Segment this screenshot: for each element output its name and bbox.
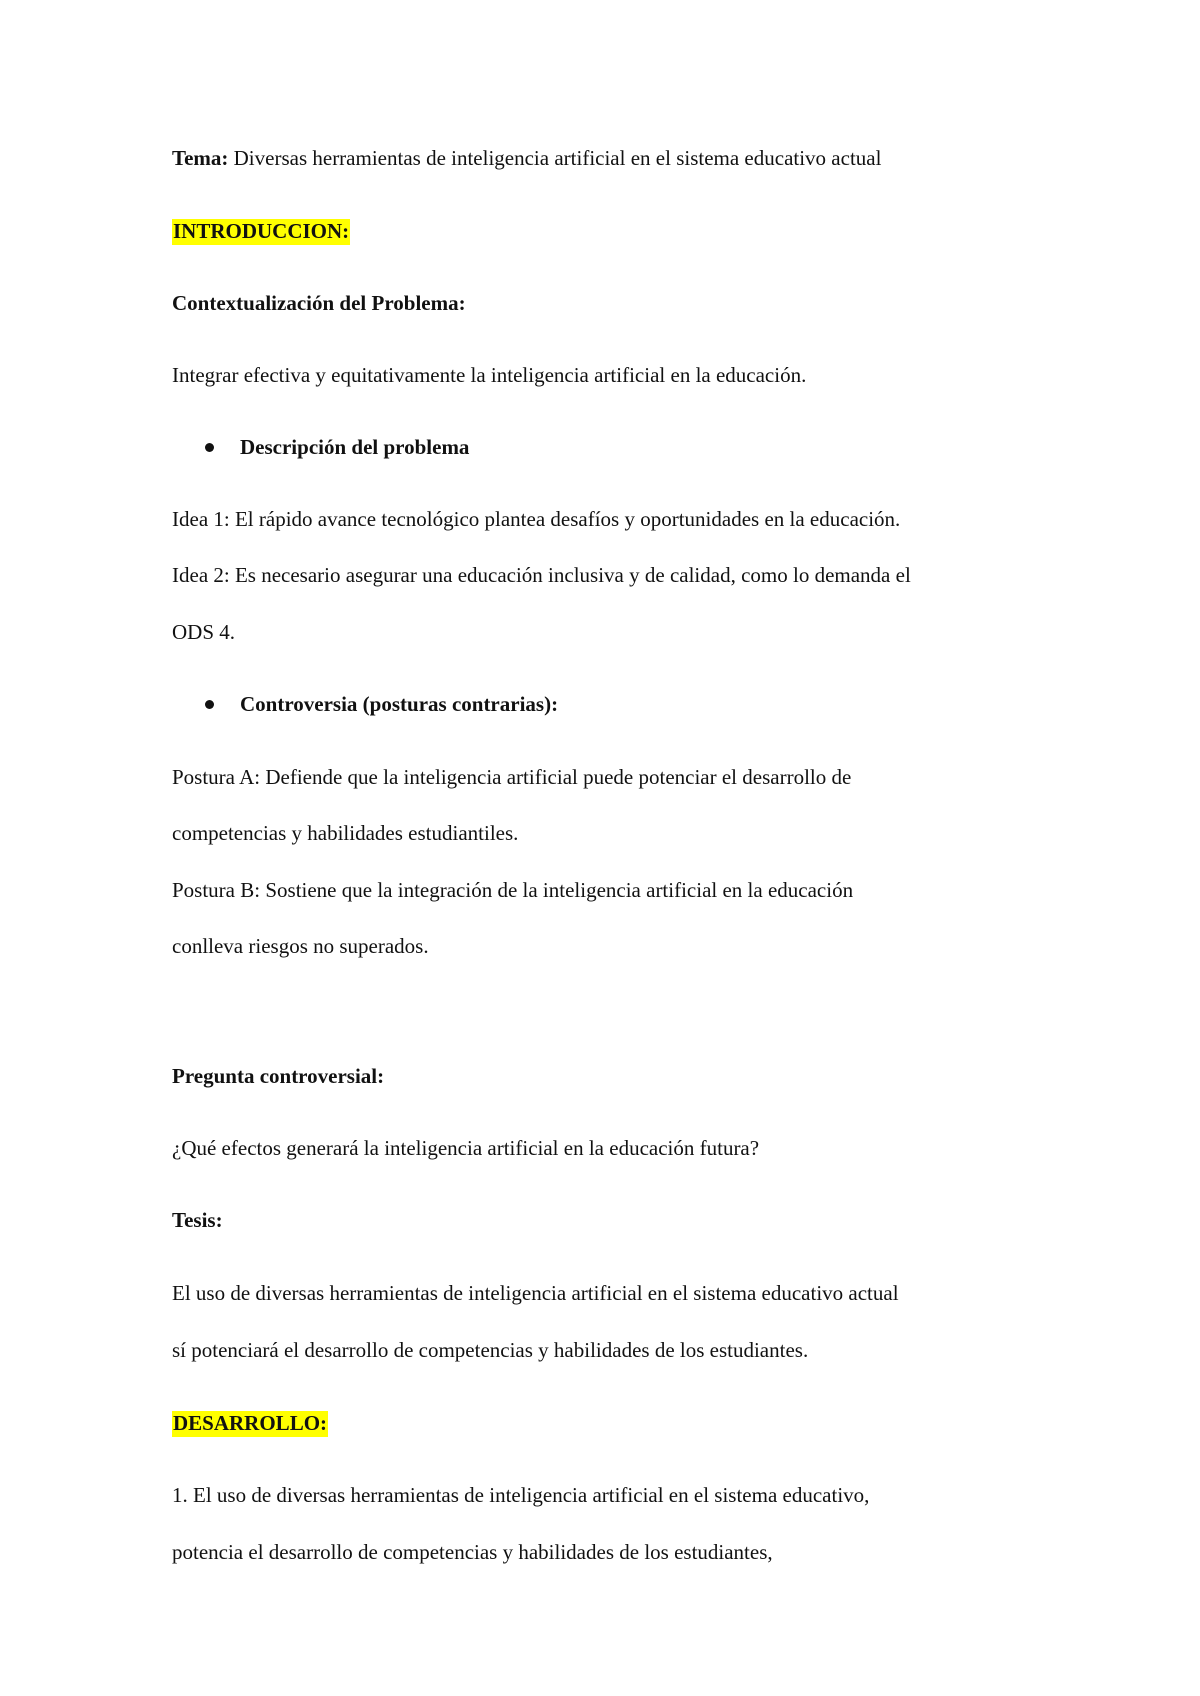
postura-a-line-1: Postura A: Defiende que la inteligencia artificial puede potenciar el desarrollo de: [172, 765, 852, 789]
bullet-label-descripcion: Descripción del problema: [240, 435, 470, 459]
idea-2-line-2: ODS 4.: [172, 620, 236, 644]
development-line-1: 1. El uso de diversas herramientas de inteligencia artificial en el sistema educativo,: [172, 1483, 870, 1507]
bullet-icon: [205, 700, 214, 709]
postura-b-line-1: Postura B: Sostiene que la integración de la inteligencia artificial en la educación: [172, 878, 854, 902]
bullet-label-controversia: Controversia (posturas contrarias):: [240, 692, 559, 716]
postura-a-line-2: competencias y habilidades estudiantiles.: [172, 821, 519, 845]
topic-label: Tema:: [172, 146, 229, 170]
postura-b-line-2: conlleva riesgos no superados.: [172, 934, 429, 958]
thesis-line-2: sí potenciará el desarrollo de competencias y habilidades de los estudiantes.: [172, 1338, 809, 1362]
idea-1: Idea 1: El rápido avance tecnológico plantea desafíos y oportunidades en la educación.: [172, 507, 901, 531]
context-text: Integrar efectiva y equitativamente la inteligencia artificial en la educación.: [172, 363, 807, 387]
bullet-icon: [205, 443, 214, 452]
topic-line: [172, 145, 881, 171]
development-line-2: potencia el desarrollo de competencias y habilidades de los estudiantes,: [172, 1540, 773, 1564]
development-heading: DESARROLLO:: [173, 1411, 328, 1435]
bullet-item-controversia: [205, 691, 558, 717]
thesis-line-1: El uso de diversas herramientas de inteligencia artificial en el sistema educativo actual: [172, 1281, 899, 1305]
topic-text: Diversas herramientas de inteligencia artificial en el sistema educativo actual: [228, 146, 882, 170]
intro-heading: INTRODUCCION:: [173, 219, 350, 243]
context-heading: Contextualización del Problema:: [172, 291, 466, 315]
intro-heading-line: [172, 218, 350, 244]
question-text: ¿Qué efectos generará la inteligencia artificial en la educación futura?: [172, 1136, 760, 1160]
bullet-item-descripcion: [205, 434, 469, 460]
development-heading-line: [172, 1410, 328, 1436]
question-heading: Pregunta controversial:: [172, 1064, 385, 1088]
idea-2-line-1: Idea 2: Es necesario asegurar una educación inclusiva y de calidad, como lo demanda el: [172, 563, 911, 587]
thesis-heading: Tesis:: [172, 1208, 223, 1232]
